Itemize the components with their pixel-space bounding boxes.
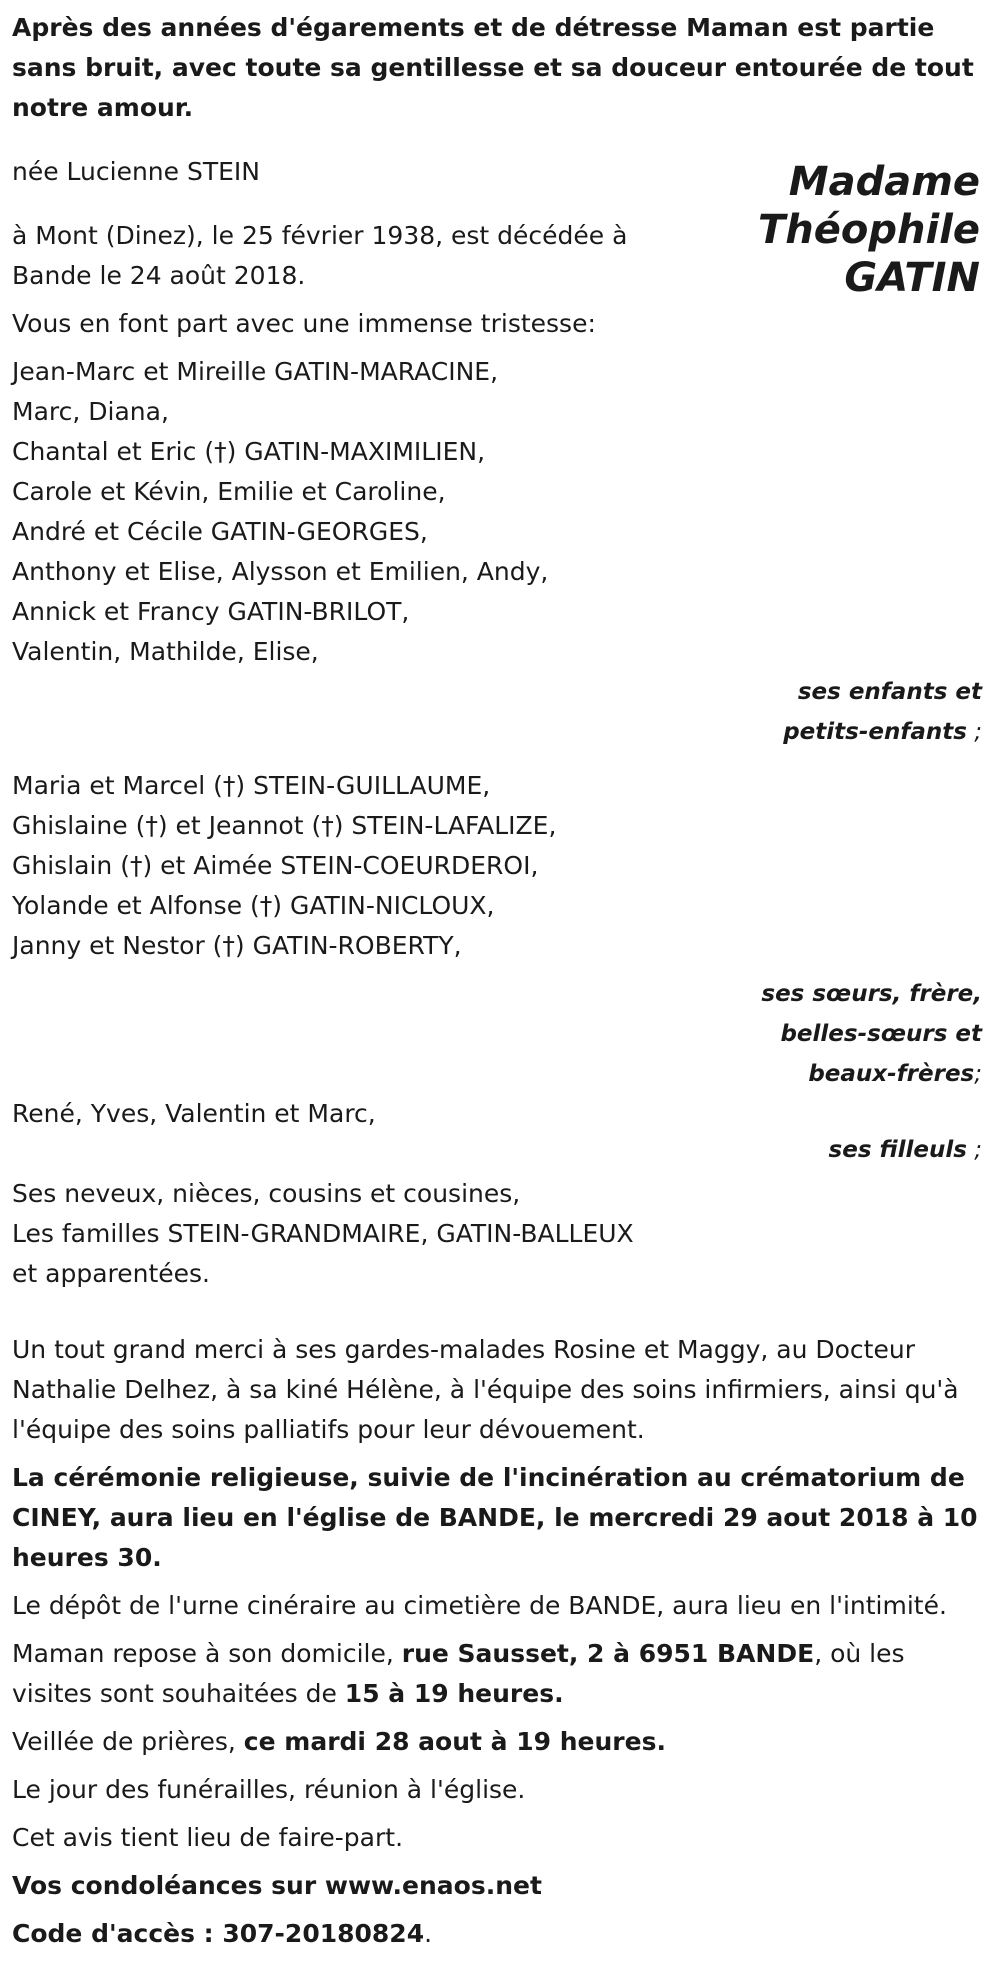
rest-text-part: Maman repose à son domicile, xyxy=(12,1639,402,1668)
family-line: Yolande et Alfonse (†) GATIN-NICLOUX, xyxy=(12,891,495,920)
access-code: Code d'accès : 307-20180824 xyxy=(12,1919,425,1948)
maiden-name: née Lucienne STEIN xyxy=(12,157,260,186)
relation-label-siblings xyxy=(12,974,990,1094)
condolences-text: Vos condoléances sur www.enaos.net xyxy=(12,1871,542,1900)
rest-text-part: , où les visites sont souhaitées de xyxy=(12,1639,905,1708)
family-line: Jean-Marc et Mireille GATIN-MARACINE, xyxy=(12,357,499,386)
relation-label-punct: ; xyxy=(974,1061,982,1087)
family-line: Marc, Diana, xyxy=(12,397,169,426)
birth-death-text: à Mont (Dinez), le 25 février 1938, est décédée à Bande le 24 août 2018. xyxy=(12,221,628,290)
deceased-lastname: GATIN xyxy=(844,255,980,301)
family-line: et apparentées. xyxy=(12,1259,210,1288)
family-line: André et Cécile GATIN-GEORGES, xyxy=(12,517,428,546)
family-line: Les familles STEIN-GRANDMAIRE, GATIN-BALLEUX xyxy=(12,1219,634,1248)
birth-info xyxy=(12,152,692,344)
deceased-firstname: Théophile xyxy=(757,207,980,253)
deceased-title: Madame xyxy=(788,159,980,205)
family-group-siblings xyxy=(12,766,988,1094)
family-group-godchildren xyxy=(12,1094,988,1170)
relation-label-text: ses filleuls xyxy=(828,1137,967,1163)
rest-hours: 15 à 19 heures. xyxy=(344,1679,564,1708)
relation-label-line xyxy=(12,712,982,752)
access-code-punct: . xyxy=(424,1919,433,1948)
relation-label-children xyxy=(12,672,990,752)
family-line: Ghislaine (†) et Jeannot (†) STEIN-LAFALIZE, xyxy=(12,811,557,840)
family-line: Janny et Nestor (†) GATIN-ROBERTY, xyxy=(12,931,462,960)
thanks-text: Un tout grand merci à ses gardes-malades Rosine et Maggy, au Docteur Nathalie Delhez, à sa kiné Hélène, à l'équipe des soins infirmiers, ainsi qu'à l'équipe des soins palliatifs pour leur dévouement. xyxy=(12,1335,959,1444)
relation-label-line: belles-sœurs et xyxy=(780,1021,982,1047)
family-line: Anthony et Elise, Alysson et Emilien, Andy, xyxy=(12,557,549,586)
vigil-text-part: Veillée de prières, xyxy=(12,1727,244,1756)
intro-text: Après des années d'égarements et de détresse Maman est partie sans bruit, avec toute sa gentillesse et sa douceur entourée de tout notre amour. xyxy=(12,13,974,122)
relation-label-line xyxy=(12,1054,982,1094)
family-group-children xyxy=(12,352,988,752)
vigil-text xyxy=(12,1722,988,1762)
announce-text: Vous en font part avec une immense tristesse: xyxy=(12,309,596,338)
family-line: Annick et Francy GATIN-BRILOT, xyxy=(12,597,410,626)
family-line: Ghislain (†) et Aimée STEIN-COEURDEROI, xyxy=(12,851,539,880)
deceased-name xyxy=(680,158,980,302)
rest-address: rue Sausset, 2 à 6951 BANDE xyxy=(401,1639,815,1668)
relation-label-text: beaux-frères xyxy=(808,1061,975,1087)
relation-label-godchildren xyxy=(12,1130,990,1170)
family-group-extended xyxy=(12,1174,692,1294)
family-line: Maria et Marcel (†) STEIN-GUILLAUME, xyxy=(12,771,491,800)
notice-text: Cet avis tient lieu de faire-part. xyxy=(12,1823,404,1852)
family-line: Ses neveux, nièces, cousins et cousines, xyxy=(12,1179,521,1208)
family-line: Chantal et Eric (†) GATIN-MAXIMILIEN, xyxy=(12,437,486,466)
relation-label-line: ses enfants et xyxy=(797,679,982,705)
relation-label-line: ses sœurs, frère, xyxy=(761,981,982,1007)
relation-label-text: petits-enfants xyxy=(783,719,967,745)
ceremony-text: La cérémonie religieuse, suivie de l'incinération au crématorium de CINEY, aura lieu en l'église de BANDE, le mercredi 29 aout 2018 à 10 heures 30. xyxy=(12,1463,978,1572)
urn-text: Le dépôt de l'urne cinéraire au cimetière de BANDE, aura lieu en l'intimité. xyxy=(12,1591,947,1620)
relation-label-punct: ; xyxy=(966,719,982,745)
vigil-time: ce mardi 28 aout à 19 heures. xyxy=(243,1727,666,1756)
details-section xyxy=(12,1330,988,1954)
access-code-text xyxy=(12,1914,988,1954)
family-line: Valentin, Mathilde, Elise, xyxy=(12,637,319,666)
family-line: René, Yves, Valentin et Marc, xyxy=(12,1099,376,1128)
funeral-day-text: Le jour des funérailles, réunion à l'église. xyxy=(12,1775,526,1804)
family-line: Carole et Kévin, Emilie et Caroline, xyxy=(12,477,446,506)
relation-label-punct: ; xyxy=(966,1137,982,1163)
rest-text xyxy=(12,1634,988,1714)
